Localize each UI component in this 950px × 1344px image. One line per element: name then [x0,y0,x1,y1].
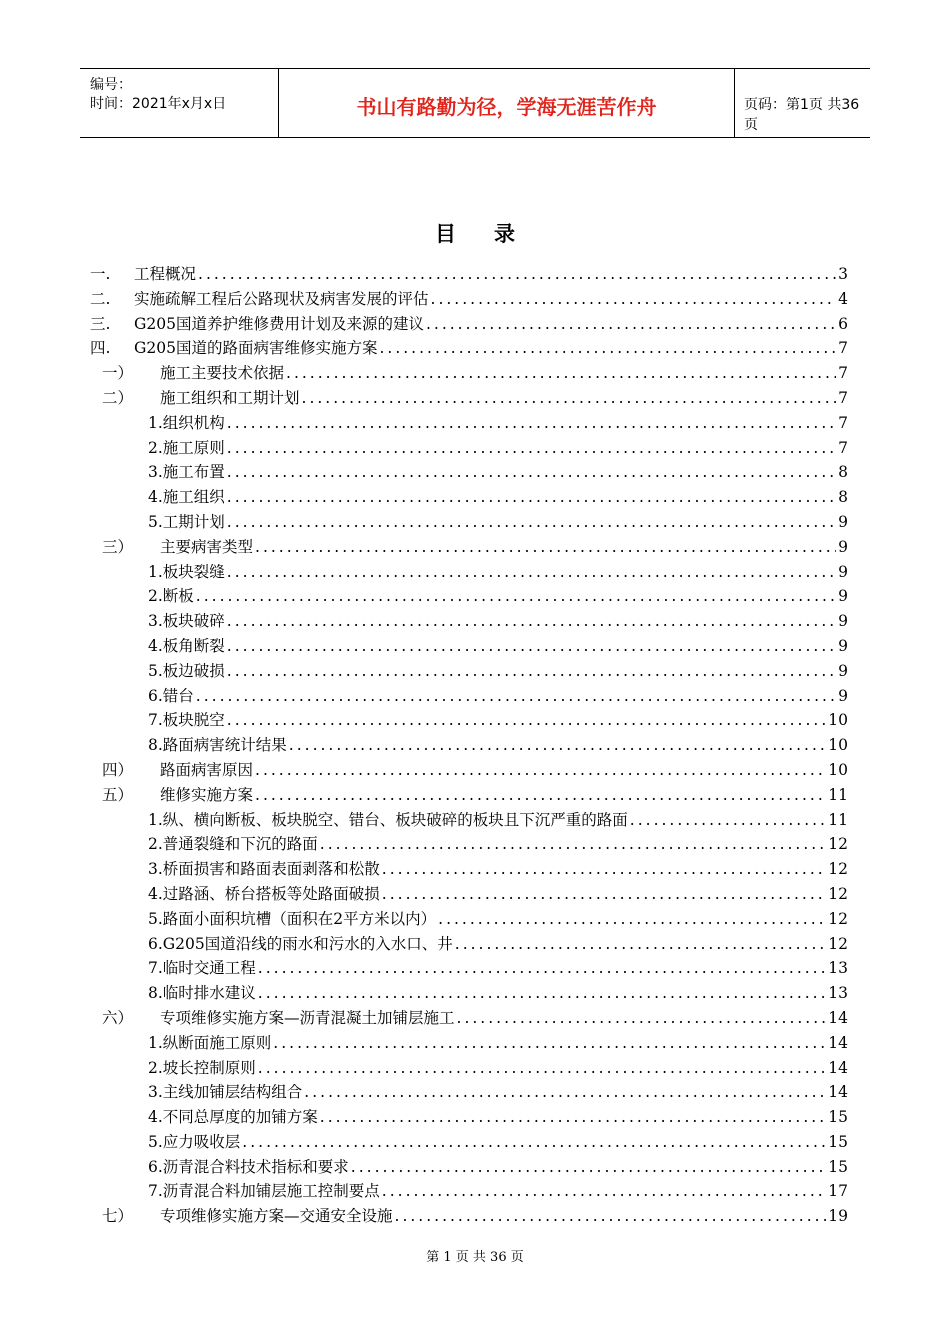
toc-leader-dots [255,758,826,783]
toc-entry-page: 8 [838,463,848,482]
toc-entry-page: 12 [828,835,848,854]
toc-entry-text: G205国道养护维修费用计划及来源的建议 [134,314,424,333]
toc-leader-dots [302,386,837,411]
toc-entry-text: 8.临时排水建议 [148,984,256,1003]
toc-entry-page: 11 [828,810,848,829]
toc-entry-text: 维修实施方案 [160,785,254,804]
toc-entry[interactable] [90,981,848,1006]
toc-leader-dots [395,1204,827,1229]
toc-entry-number: 三. [90,314,111,333]
toc-leader-dots [258,956,826,981]
toc-leader-dots [273,1031,826,1056]
toc-leader-dots [304,1080,826,1105]
toc-entry[interactable] [90,485,848,510]
toc-leader-dots [242,1130,826,1155]
toc-entry-page: 13 [828,984,848,1003]
toc-leader-dots [286,361,836,386]
toc-entry-page: 19 [828,1207,848,1226]
toc-entry-number: 二） [102,388,134,407]
toc-entry[interactable] [90,1130,848,1155]
toc-entry[interactable] [90,832,848,857]
page-footer: 第 1 页 共 36 页 [426,1250,524,1265]
toc-title: 目录 [435,221,553,246]
toc-leader-dots [379,336,836,361]
table-of-contents [90,262,848,1229]
toc-entry[interactable] [90,312,848,337]
toc-leader-dots [227,436,836,461]
toc-entry[interactable] [90,733,848,758]
toc-entry-page: 11 [828,785,848,804]
toc-entry-text: 4.过路涵、桥台搭板等处路面破损 [148,884,380,903]
toc-entry-text: 3.桥面损害和路面表面剥落和松散 [148,860,380,879]
toc-entry[interactable] [90,882,848,907]
toc-entry-page: 10 [828,760,848,779]
toc-entry-text: 1.板块裂缝 [148,562,225,581]
toc-leader-dots [351,1155,826,1180]
toc-leader-dots [426,312,836,337]
toc-entry[interactable] [90,956,848,981]
toc-entry-page: 9 [838,512,848,531]
toc-leader-dots [320,1105,826,1130]
toc-entry[interactable] [90,1204,848,1229]
toc-entry-page: 3 [838,265,848,283]
toc-leader-dots [227,485,836,510]
header-meta-cell [80,69,278,137]
toc-entry[interactable] [90,1056,848,1081]
toc-entry-text: 专项维修实施方案—交通安全设施 [160,1207,393,1226]
toc-entry-page: 12 [828,884,848,903]
toc-entry-text: 4.施工组织 [148,488,225,507]
toc-entry-text: 施工主要技术依据 [160,364,285,383]
toc-leader-dots [227,560,836,585]
toc-entry-page: 4 [838,289,848,308]
toc-entry-page: 14 [828,1033,848,1052]
toc-entry[interactable] [90,1155,848,1180]
toc-entry-page: 14 [828,1008,848,1027]
toc-leader-dots [227,460,836,485]
toc-entry-page: 9 [838,661,848,680]
toc-entry-text: 8.路面病害统计结果 [148,736,287,755]
toc-leader-dots [382,1179,826,1204]
toc-entry[interactable] [90,262,848,287]
toc-leader-dots [255,783,826,808]
toc-entry-text: 5.应力吸收层 [148,1132,241,1151]
toc-entry[interactable] [90,386,848,411]
toc-entry-number: 三） [102,537,134,556]
toc-entry-page: 9 [838,612,848,631]
toc-entry-page: 12 [828,909,848,928]
motto-text: 书山有路勤为径，学海无涯苦作舟 [356,95,657,119]
toc-entry-page: 9 [838,587,848,606]
toc-entry-page: 7 [838,388,848,407]
toc-entry-page: 12 [828,860,848,879]
toc-entry-page: 8 [838,488,848,507]
toc-leader-dots [227,659,836,684]
number-label: 编号： [90,77,132,93]
toc-leader-dots [258,981,826,1006]
toc-entry-text: 1.纵、横向断板、板块脱空、错台、板块破碎的板块且下沉严重的路面 [148,810,628,829]
toc-entry[interactable] [90,336,848,361]
time-label: 时间：2021年x月x日 [90,96,227,112]
toc-entry-text: 路面病害原因 [160,760,254,779]
page-header [80,68,870,138]
toc-entry-number: 七） [102,1207,134,1226]
toc-entry-text: 5.工期计划 [148,512,225,531]
toc-entry-text: G205国道的路面病害维修实施方案 [134,339,378,358]
toc-entry-page: 10 [828,711,848,730]
toc-entry-text: 工程概况 [134,265,197,283]
toc-entry-page: 7 [838,339,848,358]
toc-entry[interactable] [90,436,848,461]
toc-entry-text: 7.临时交通工程 [148,959,256,978]
toc-entry-text: 3.板块破碎 [148,612,225,631]
toc-entry-page: 7 [838,364,848,383]
toc-leader-dots [255,535,836,560]
toc-entry-number: 一） [102,364,134,383]
toc-leader-dots [258,1056,826,1081]
toc-leader-dots [227,510,836,535]
toc-entry-text: 2.断板 [148,587,194,606]
toc-entry-text: 4.板角断裂 [148,636,225,655]
toc-leader-dots [431,287,837,312]
toc-leader-dots [196,684,836,709]
toc-entry-text: 专项维修实施方案—沥青混凝土加铺层施工 [160,1008,455,1027]
toc-leader-dots [198,262,836,287]
toc-leader-dots [320,832,826,857]
toc-entry-number: 五） [102,785,134,804]
toc-entry-text: 主要病害类型 [160,537,254,556]
toc-entry-page: 13 [828,959,848,978]
toc-entry-page: 9 [838,636,848,655]
toc-leader-dots [630,808,826,833]
header-page-cell [734,69,870,137]
toc-entry[interactable] [90,783,848,808]
toc-entry-number: 六） [102,1008,134,1027]
toc-entry[interactable] [90,609,848,634]
toc-entry[interactable] [90,411,848,436]
toc-leader-dots [289,733,826,758]
toc-leader-dots [227,708,826,733]
toc-leader-dots [227,609,836,634]
toc-entry-text: 7.沥青混合料加铺层施工控制要点 [148,1182,380,1201]
toc-entry[interactable] [90,808,848,833]
toc-entry-text: 6.错台 [148,686,194,705]
toc-entry[interactable] [90,758,848,783]
toc-entry[interactable] [90,1105,848,1130]
toc-entry-page: 9 [838,537,848,556]
toc-entry[interactable] [90,510,848,535]
toc-entry-text: 2.坡长控制原则 [148,1058,256,1077]
toc-entry-text: 1.组织机构 [148,413,225,432]
toc-leader-dots [227,411,836,436]
toc-entry-page: 14 [828,1058,848,1077]
toc-entry[interactable] [90,907,848,932]
toc-entry-page: 15 [828,1108,848,1127]
toc-leader-dots [382,882,826,907]
toc-entry[interactable] [90,1031,848,1056]
toc-entry-text: 7.板块脱空 [148,711,225,730]
toc-entry[interactable] [90,659,848,684]
toc-entry-text: 施工组织和工期计划 [160,388,300,407]
toc-entry-page: 9 [838,686,848,705]
toc-leader-dots [455,932,827,957]
toc-entry-page: 10 [828,736,848,755]
toc-entry[interactable] [90,708,848,733]
toc-entry-text: 5.路面小面积坑槽（面积在2平方米以内） [148,909,437,928]
toc-entry[interactable] [90,460,848,485]
toc-entry[interactable] [90,287,848,312]
toc-entry-page: 7 [838,413,848,432]
toc-entry-page: 17 [828,1182,848,1201]
toc-entry[interactable] [90,584,848,609]
toc-entry[interactable] [90,535,848,560]
toc-entry-number: 二. [90,289,111,308]
toc-leader-dots [457,1006,827,1031]
toc-entry-text: 6.沥青混合料技术指标和要求 [148,1157,349,1176]
toc-entry-page: 6 [838,314,848,333]
toc-entry-page: 15 [828,1157,848,1176]
toc-entry-text: 2.施工原则 [148,438,225,457]
toc-leader-dots [196,584,836,609]
toc-entry-page: 7 [838,438,848,457]
page-info: 页码：第1页 共36页 [744,97,860,133]
toc-entry[interactable] [90,932,848,957]
toc-entry[interactable] [90,361,848,386]
toc-entry-text: 6.G205国道沿线的雨水和污水的入水口、井 [148,934,453,953]
toc-entry-text: 3.主线加铺层结构组合 [148,1083,303,1102]
toc-entry-text: 5.板边破损 [148,661,225,680]
toc-entry-page: 15 [828,1132,848,1151]
toc-entry-page: 12 [828,934,848,953]
toc-entry-text: 2.普通裂缝和下沉的路面 [148,835,318,854]
toc-entry-page: 14 [828,1083,848,1102]
toc-entry-text: 4.不同总厚度的加铺方案 [148,1108,318,1127]
toc-entry[interactable] [90,634,848,659]
toc-leader-dots [382,857,826,882]
toc-entry[interactable] [90,560,848,585]
toc-leader-dots [438,907,826,932]
toc-entry[interactable] [90,857,848,882]
toc-entry-text: 1.纵断面施工原则 [148,1033,272,1052]
toc-entry[interactable] [90,1179,848,1204]
toc-entry[interactable] [90,684,848,709]
toc-entry[interactable] [90,1006,848,1031]
toc-entry-text: 实施疏解工程后公路现状及病害发展的评估 [134,289,429,308]
toc-entry-number: 一. [90,265,111,283]
header-motto-cell [278,69,735,137]
toc-entry-number: 四. [90,339,111,358]
toc-entry-number: 四） [102,760,134,779]
toc-entry-page: 9 [838,562,848,581]
toc-entry-text: 3.施工布置 [148,463,225,482]
toc-leader-dots [227,634,836,659]
toc-entry[interactable] [90,1080,848,1105]
